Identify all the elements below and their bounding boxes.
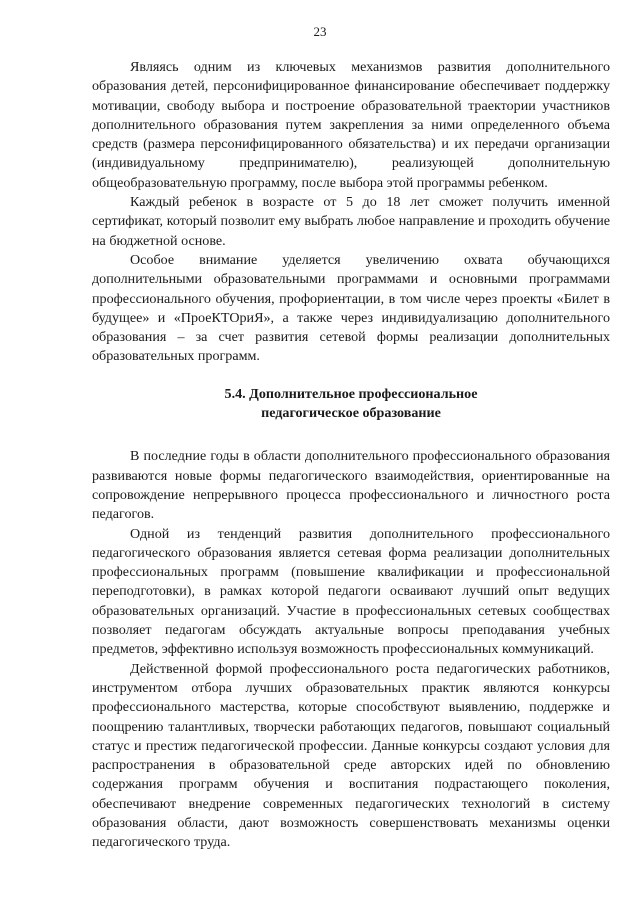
section-heading [92,385,610,424]
paragraph-network-form: Одной из тенденций развития дополнительного профессионального педагогического образования является сетевая форма реализации дополнительных профессиональных программ (повышение квалификации и профессиональной переподготовки), в рамках которой педагоги осваивают лучший опыт ведущих образовательных организаций. Участие в профессиональных сетевых сообществах позволяет педагогам обсуждать актуальные вопросы преподавания учебных предметов, эффективно используя возможность профессиональных коммуникаций. [92,525,610,658]
page-body [92,58,610,853]
section-heading-line-2: педагогическое образование [261,405,441,422]
paragraph-contests: Действенной формой профессионального роста педагогических работников, инструментом отбора лучших образовательных практик являются конкурсы профессионального мастерства, которые способствуют выявлению, поддержке и поощрению талантливых, творчески работающих педагогов, повышают социальный статус и престиж педагогической профессии. Данные конкурсы создают условия для распространения в образовательной среде авторских идей по обновлению содержания программ обучения и воспитания подрастающего поколения, обеспечивают внедрение современных педагогических технологий в систему образования области, дают возможность совершенствовать механизмы оценки педагогического труда. [92,660,610,851]
paragraph-personified-funding: Являясь одним из ключевых механизмов развития дополнительного образования детей, персонифицированное финансирование обеспечивает поддержку мотивации, свободу выбора и построение образовательной траектории участников дополнительного образования путем закрепления за ними определенного объема средств (размера персонифицированного обязательства) и их передачи организации (индивидуальному предпринимателю), реализующей дополнительную общеобразовательную программу, после выбора этой программы ребенком. [92,59,610,191]
paragraph-coverage: Особое внимание уделяется увеличению охвата обучающихся дополнительными образовательными программами и основными программами профессионального обучения, профориентации, в том числе через проекты «Билет в будущее» и «ПроеКТОриЯ», а также через индивидуализацию дополнительного образования – за счет развития сетевой формы реализации дополнительных образовательных программ. [92,251,610,365]
paragraph-certificate: Каждый ребенок в возрасте от 5 до 18 лет сможет получить именной сертификат, который позволит ему выбрать любое направление и проходить обучение на бюджетной основе. [92,194,610,249]
paragraph-new-forms: В последние годы в области дополнительного профессионального образования развиваются новые формы педагогического взаимодействия, ориентированные на сопровождение непрерывного процесса профессионального и личностного роста педагогов. [92,448,610,523]
page-number: 23 [313,24,327,39]
section-heading-line-1: 5.4. Дополнительное профессиональное [224,385,478,402]
spacer [92,423,610,447]
